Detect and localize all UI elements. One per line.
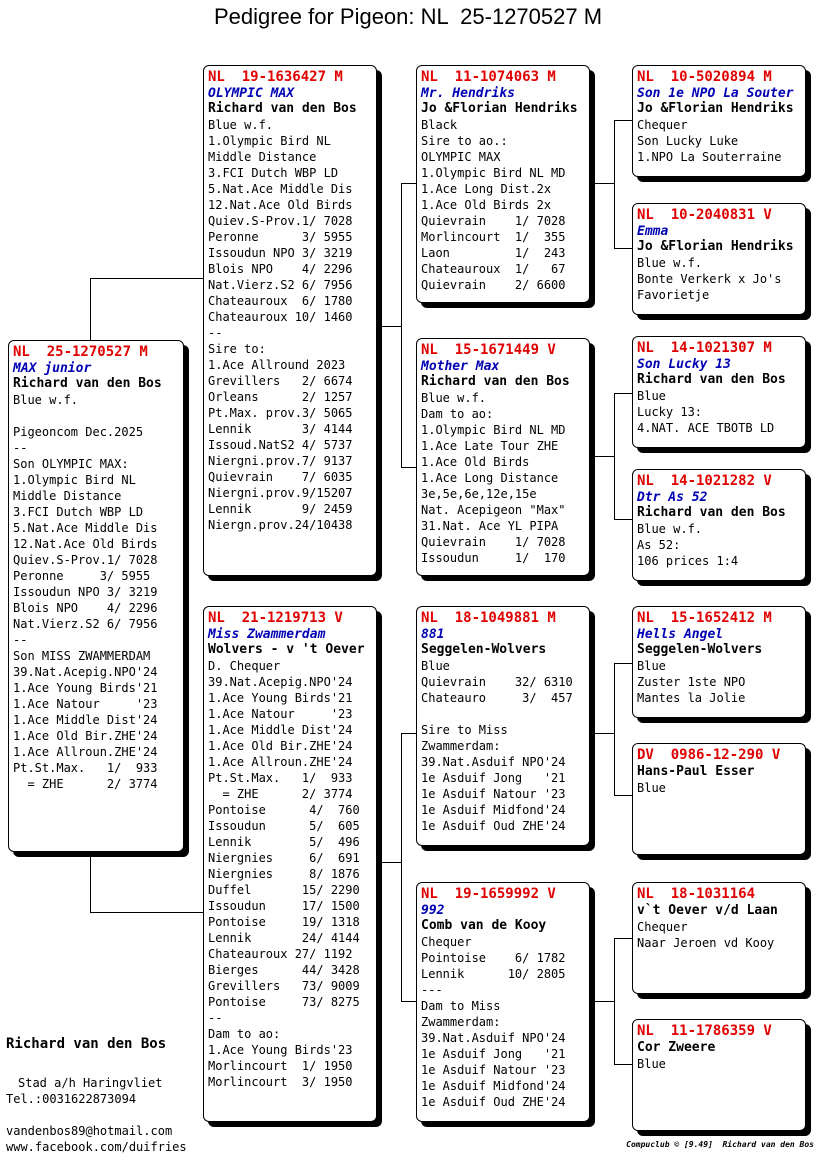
pigeon-name: Son 1e NPO La Souter: [637, 86, 794, 101]
note-line: Zwammerdam:: [421, 739, 501, 753]
note-line: 1e Asduif Oud ZHE'24: [421, 1095, 566, 1109]
note-line: Zuster 1ste NPO: [637, 675, 746, 689]
note-line: 1.Ace Old Bir.ZHE'24: [13, 729, 158, 743]
connector: [401, 1001, 417, 1002]
note-line: Blue: [637, 1057, 666, 1071]
note-line: Lennik 24/ 4144: [208, 931, 360, 945]
note-line: 1.Olympic Bird NL MD: [421, 166, 566, 180]
note-line: Quievrain 2/ 6600: [421, 278, 566, 292]
note-line: Quievrain 32/ 6310: [421, 675, 573, 689]
note-line: Issoud.NatS2 4/ 5737: [208, 438, 353, 452]
connector: [614, 663, 615, 795]
owner-name: Richard van den Bos: [13, 376, 162, 391]
ring-number: NL 10-5020894 M: [637, 69, 772, 85]
owner-name: Wolvers - v 't Oever: [208, 642, 365, 657]
note-line: Quievrain 1/ 7028: [421, 214, 566, 228]
note-line: 3.FCI Dutch WBP LD: [208, 166, 339, 180]
owner-name: Cor Zweere: [637, 1040, 716, 1055]
note-line: 1.Ace Long Distance: [421, 471, 559, 485]
note-line: OLYMPIC MAX: [421, 150, 501, 164]
note-line: 1.Ace Old Birds 2x: [421, 198, 552, 212]
connector: [614, 938, 615, 1064]
note-line: 39.Nat.Acepig.NPO'24: [208, 675, 353, 689]
note-line: 1.Ace Young Birds'23: [208, 1043, 353, 1057]
ring-number: NL 25-1270527 M: [13, 344, 148, 360]
note-line: Naar Jeroen vd Kooy: [637, 936, 775, 950]
note-line: Lucky 13:: [637, 405, 703, 419]
pedigree-notes: [637, 388, 801, 436]
connector: [590, 733, 614, 734]
pedigree-notes: [637, 255, 801, 303]
note-line: Blue w.f.: [208, 118, 274, 132]
note-line: --: [208, 1011, 223, 1025]
connector: [401, 733, 402, 1001]
note-line: Blue w.f.: [421, 391, 487, 405]
connector: [614, 663, 632, 664]
note-line: Blue: [637, 659, 666, 673]
pedigree-notes: [421, 390, 585, 566]
note-line: Morlincourt 3/ 1950: [208, 1075, 353, 1089]
note-line: Quievrain 7/ 6035: [208, 470, 353, 484]
owner-name: Richard van den Bos: [421, 374, 570, 389]
connector: [614, 795, 632, 796]
ring-number: NL 19-1636427 M: [208, 69, 343, 85]
owner-name: Jo &Florian Hendriks: [637, 239, 794, 254]
owner-name: Richard van den Bos: [637, 505, 786, 520]
note-line: Niergni.prov.9/15207: [208, 486, 353, 500]
note-line: 3e,5e,6e,12e,15e: [421, 487, 537, 501]
note-line: Morlincourt 1/ 1950: [208, 1059, 353, 1073]
note-line: Sire to:: [208, 342, 266, 356]
note-line: Quiev.S-Prov.1/ 7028: [208, 214, 353, 228]
connector: [90, 912, 204, 913]
note-line: Pigeoncom Dec.2025: [13, 425, 144, 439]
note-line: Orleans 2/ 1257: [208, 390, 353, 404]
note-line: Blue: [421, 659, 450, 673]
owner-name: Richard van den Bos: [208, 101, 357, 116]
subject-card[interactable]: [8, 340, 184, 852]
note-line: Duffel 15/ 2290: [208, 883, 360, 897]
note-line: Pontoise 19/ 1318: [208, 915, 360, 929]
connector: [90, 278, 204, 279]
note-line: Blois NPO 4/ 2296: [208, 262, 353, 276]
connector: [614, 120, 615, 248]
owner-name: Richard van den Bos: [637, 372, 786, 387]
note-line: Chequer: [421, 935, 472, 949]
note-line: Issoudun NPO 3/ 3219: [208, 246, 353, 260]
note-line: Son MISS ZWAMMERDAM: [13, 649, 151, 663]
owner-name: v`t Oever v/d Laan: [637, 903, 778, 918]
note-line: 106 prices 1:4: [637, 554, 739, 568]
note-line: Blue: [637, 781, 666, 795]
connector: [401, 467, 417, 468]
note-line: Dam to ao:: [421, 407, 494, 421]
note-line: D. Chequer: [208, 659, 281, 673]
connector: [401, 183, 402, 467]
sire-sire-card[interactable]: [416, 65, 590, 303]
note-line: 1e Asduif Natour '23: [421, 787, 566, 801]
sss-card[interactable]: [632, 65, 806, 177]
note-line: 4.NAT. ACE TBOTB LD: [637, 421, 775, 435]
footer-credit: Compuclub © [9.49] Richard van den Bos: [626, 1140, 814, 1149]
breeder-email[interactable]: vandenbos89@hotmail.com: [6, 1124, 173, 1138]
note-line: Black: [421, 118, 458, 132]
note-line: 1.Olympic Bird NL: [13, 473, 136, 487]
note-line: Pt.St.Max. 1/ 933: [208, 771, 353, 785]
pedigree-notes: [637, 919, 801, 951]
note-line: Niergnies 6/ 691: [208, 851, 360, 865]
pedigree-notes: [637, 780, 801, 796]
dam-sire-card[interactable]: [416, 606, 590, 846]
note-line: 1.Olympic Bird NL MD: [421, 423, 566, 437]
sire-dam-card[interactable]: [416, 338, 590, 576]
breeder-name: Richard van den Bos: [6, 1036, 167, 1052]
note-line: 31.Nat. Ace YL PIPA: [421, 519, 559, 533]
note-line: 1.Ace Allroun.ZHE'24: [208, 755, 353, 769]
note-line: --: [13, 633, 28, 647]
ring-number: NL 15-1671449 V: [421, 342, 556, 358]
ssd-card[interactable]: [632, 203, 806, 315]
breeder-phone: Tel.:0031622873094: [6, 1092, 137, 1106]
note-line: Sire to Miss: [421, 723, 508, 737]
pedigree-notes: [421, 658, 585, 834]
sds-card[interactable]: [632, 336, 806, 448]
dsd-card[interactable]: [632, 743, 806, 855]
breeder-address: Stad a/h Haringvliet: [18, 1076, 163, 1090]
connector: [590, 183, 614, 184]
note-line: Pointoise 6/ 1782: [421, 951, 566, 965]
breeder-website[interactable]: www.facebook.com/duifries: [6, 1140, 187, 1154]
connector: [377, 862, 401, 863]
note-line: Niergn.prov.24/10438: [208, 518, 353, 532]
note-line: Chequer: [637, 920, 688, 934]
note-line: Nat.Vierz.S2 6/ 7956: [13, 617, 158, 631]
note-line: Favorietje: [637, 288, 710, 302]
note-line: Grevillers 2/ 6674: [208, 374, 353, 388]
ddd-card[interactable]: [632, 1019, 806, 1131]
note-line: 1e Asduif Natour '23: [421, 1063, 566, 1077]
note-line: Middle Distance: [13, 489, 122, 503]
pigeon-name: Mr. Hendriks: [421, 86, 515, 101]
note-line: Niergni.prov.7/ 9137: [208, 454, 353, 468]
ring-number: NL 18-1031164: [637, 886, 756, 902]
pigeon-name: 881: [421, 627, 445, 642]
note-line: Middle Distance: [208, 150, 317, 164]
connector: [614, 248, 632, 249]
note-line: Issoudun 5/ 605: [208, 819, 360, 833]
connector: [90, 850, 91, 912]
sdd-card[interactable]: [632, 469, 806, 581]
ring-number: NL 18-1049881 M: [421, 610, 556, 626]
pigeon-name: Son Lucky 13: [637, 357, 731, 372]
note-line: Dam to ao:: [208, 1027, 281, 1041]
note-line: Pt.St.Max. 1/ 933: [13, 761, 158, 775]
note-line: 1.Ace Old Birds: [421, 455, 530, 469]
note-line: Blue w.f.: [637, 256, 703, 270]
pigeon-name: OLYMPIC MAX: [208, 86, 295, 101]
note-line: 12.Nat.Ace Old Birds: [208, 198, 353, 212]
note-line: Lennik 3/ 4144: [208, 422, 353, 436]
note-line: --: [13, 441, 28, 455]
note-line: Blue: [637, 389, 666, 403]
ring-number: NL 11-1786359 V: [637, 1023, 772, 1039]
connector: [401, 733, 417, 734]
connector: [590, 456, 614, 457]
note-line: 1.Ace Allround 2023: [208, 358, 346, 372]
dss-card[interactable]: [632, 606, 806, 718]
note-line: 1.Ace Allroun.ZHE'24: [13, 745, 158, 759]
note-line: ---: [421, 983, 443, 997]
note-line: Chateauroux 27/ 1192: [208, 947, 353, 961]
note-line: Chateauro 3/ 457: [421, 691, 573, 705]
note-line: 5.Nat.Ace Middle Dis: [208, 182, 353, 196]
pigeon-name: Miss Zwammerdam: [208, 627, 326, 642]
note-line: Issoudun 17/ 1500: [208, 899, 360, 913]
pedigree-notes: [421, 117, 585, 293]
note-line: Pt.Max. prov.3/ 5065: [208, 406, 353, 420]
pedigree-notes: [637, 117, 801, 165]
connector: [590, 1001, 614, 1002]
note-line: Bonte Verkerk x Jo's: [637, 272, 782, 286]
connector: [614, 393, 615, 519]
pigeon-name: Emma: [637, 224, 669, 239]
note-line: = ZHE 2/ 3774: [13, 777, 158, 791]
connector: [614, 519, 632, 520]
note-line: Son Lucky Luke: [637, 134, 739, 148]
note-line: 1.Ace Natour '23: [208, 707, 353, 721]
pigeon-name: 992: [421, 903, 445, 918]
note-line: Lennik 5/ 496: [208, 835, 360, 849]
note-line: Blois NPO 4/ 2296: [13, 601, 158, 615]
note-line: Quiev.S-Prov.1/ 7028: [13, 553, 158, 567]
owner-name: Seggelen-Wolvers: [421, 642, 547, 657]
connector: [614, 393, 632, 394]
note-line: 39.Nat.Asduif NPO'24: [421, 755, 566, 769]
note-line: Issoudun 1/ 170: [421, 551, 566, 565]
ring-number: NL 15-1652412 M: [637, 610, 772, 626]
note-line: Chateauroux 10/ 1460: [208, 310, 353, 324]
note-line: Lennik 9/ 2459: [208, 502, 353, 516]
connector: [614, 120, 632, 121]
note-line: 1e Asduif Oud ZHE'24: [421, 819, 566, 833]
ring-number: DV 0986-12-290 V: [637, 747, 781, 763]
pigeon-name: Dtr As 52: [637, 490, 708, 505]
note-line: 39.Nat.Asduif NPO'24: [421, 1031, 566, 1045]
note-line: 1.Ace Long Dist.2x: [421, 182, 552, 196]
note-line: Niergnies 8/ 1876: [208, 867, 360, 881]
note-line: 1.Ace Young Birds'21: [13, 681, 158, 695]
note-line: Sire to ao.:: [421, 134, 508, 148]
note-line: 1.Ace Young Birds'21: [208, 691, 353, 705]
note-line: Chateauroux 6/ 1780: [208, 294, 353, 308]
note-line: = ZHE 2/ 3774: [208, 787, 353, 801]
note-line: 1.Olympic Bird NL: [208, 134, 331, 148]
note-line: Bierges 44/ 3428: [208, 963, 360, 977]
pedigree-notes: [637, 658, 801, 706]
connector: [90, 278, 91, 340]
note-line: Quievrain 1/ 7028: [421, 535, 566, 549]
pedigree-notes: [637, 521, 801, 569]
note-line: Chequer: [637, 118, 688, 132]
owner-name: Hans-Paul Esser: [637, 764, 755, 779]
pedigree-notes: [208, 117, 372, 533]
sire-card[interactable]: [203, 65, 377, 576]
note-line: 1e Asduif Midfond'24: [421, 803, 566, 817]
owner-name: Jo &Florian Hendriks: [421, 101, 578, 116]
note-line: Pontoise 4/ 760: [208, 803, 360, 817]
note-line: Morlincourt 1/ 355: [421, 230, 566, 244]
note-line: Chateauroux 1/ 67: [421, 262, 566, 276]
note-line: 1e Asduif Midfond'24: [421, 1079, 566, 1093]
dam-card[interactable]: [203, 606, 377, 1122]
ring-number: NL 14-1021307 M: [637, 340, 772, 356]
note-line: 1e Asduif Jong '21: [421, 771, 566, 785]
connector: [377, 326, 401, 327]
connector: [614, 1064, 632, 1065]
pedigree-notes: [208, 658, 372, 1090]
note-line: [421, 706, 585, 722]
dds-card[interactable]: [632, 882, 806, 994]
pedigree-notes: [421, 934, 585, 1110]
note-line: 1.Ace Middle Dist'24: [13, 713, 158, 727]
owner-name: Comb van de Kooy: [421, 918, 547, 933]
pedigree-notes: [637, 1056, 801, 1072]
note-line: 1e Asduif Jong '21: [421, 1047, 566, 1061]
note-line: Nat.Vierz.S2 6/ 7956: [208, 278, 353, 292]
pigeon-name: Hells Angel: [637, 627, 724, 642]
note-line: 3.FCI Dutch WBP LD: [13, 505, 144, 519]
note-line: Zwammerdam:: [421, 1015, 501, 1029]
note-line: Laon 1/ 243: [421, 246, 566, 260]
note-line: 5.Nat.Ace Middle Dis: [13, 521, 158, 535]
note-line: --: [208, 326, 223, 340]
note-line: Peronne 3/ 5955: [208, 230, 353, 244]
note-line: 39.Nat.Acepig.NPO'24: [13, 665, 158, 679]
note-line: 1.Ace Old Bir.ZHE'24: [208, 739, 353, 753]
note-line: 1.Ace Late Tour ZHE: [421, 439, 559, 453]
connector: [401, 183, 417, 184]
owner-name: Seggelen-Wolvers: [637, 642, 763, 657]
ring-number: NL 10-2040831 V: [637, 207, 772, 223]
page-title: Pedigree for Pigeon: NL 25-1270527 M: [213, 4, 603, 29]
note-line: Son OLYMPIC MAX:: [13, 457, 129, 471]
note-line: Nat. Acepigeon "Max": [421, 503, 566, 517]
note-line: Blue w.f.: [637, 522, 703, 536]
ring-number: NL 11-1074063 M: [421, 69, 556, 85]
note-line: 1.NPO La Souterraine: [637, 150, 782, 164]
note-line: [13, 408, 179, 424]
pigeon-name: Mother Max: [421, 359, 500, 374]
pigeon-name: MAX junior: [13, 361, 92, 376]
ring-number: NL 14-1021282 V: [637, 473, 772, 489]
ring-number: NL 19-1659992 V: [421, 886, 556, 902]
pedigree-notes: [13, 392, 179, 792]
note-line: Lennik 10/ 2805: [421, 967, 566, 981]
note-line: Mantes la Jolie: [637, 691, 746, 705]
note-line: As 52:: [637, 538, 681, 552]
note-line: Pontoise 73/ 8275: [208, 995, 360, 1009]
note-line: Blue w.f.: [13, 393, 79, 407]
dam-dam-card[interactable]: [416, 882, 590, 1122]
note-line: Peronne 3/ 5955: [13, 569, 151, 583]
note-line: Issoudun NPO 3/ 3219: [13, 585, 158, 599]
note-line: Grevillers 73/ 9009: [208, 979, 360, 993]
ring-number: NL 21-1219713 V: [208, 610, 343, 626]
note-line: 1.Ace Middle Dist'24: [208, 723, 353, 737]
note-line: 1.Ace Natour '23: [13, 697, 158, 711]
connector: [614, 938, 632, 939]
note-line: 12.Nat.Ace Old Birds: [13, 537, 158, 551]
note-line: Dam to Miss: [421, 999, 501, 1013]
owner-name: Jo &Florian Hendriks: [637, 101, 794, 116]
